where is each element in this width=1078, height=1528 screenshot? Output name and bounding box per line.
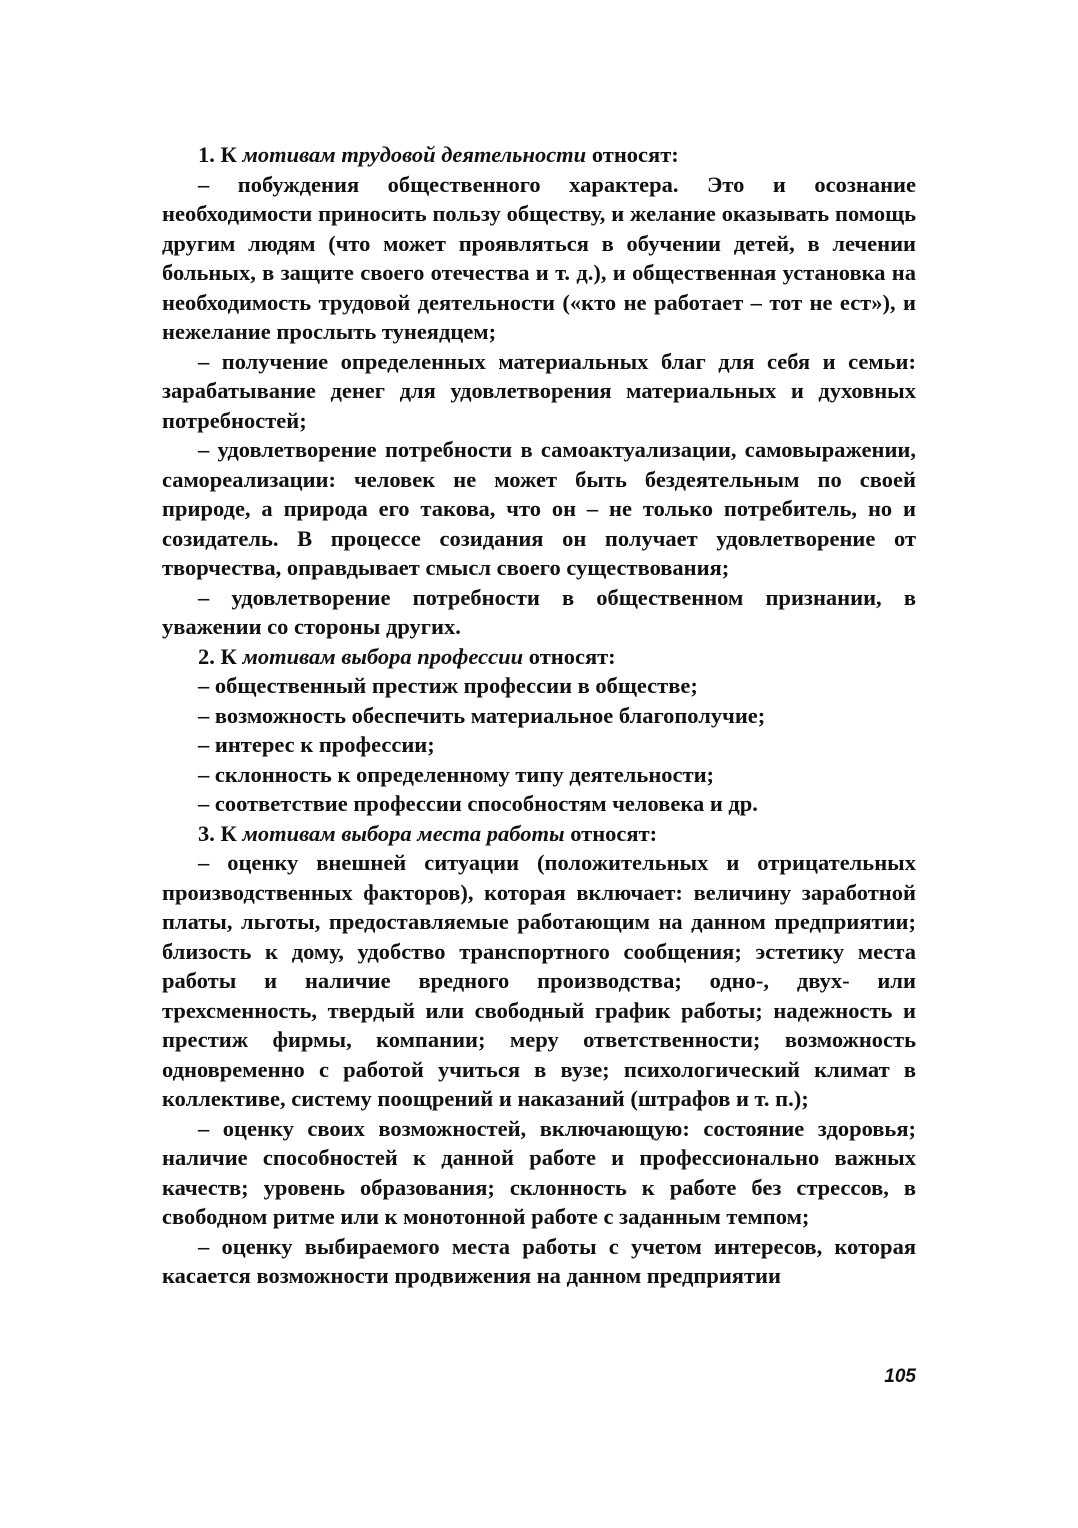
section-tail: относят: (523, 643, 616, 669)
paragraph: – удовлетворение потребности в общественном признании, в уважении со стороны других. (162, 584, 916, 639)
paragraph: – удовлетворение потребности в самоактуализации, самовыражении, самореализации: человек не может быть бездеятельным по своей природе, а природа его такова, что он – не только потребитель, но и созидатель. В процессе созидания он получает удовлетворение от творчества, оправдывает смысл своего существования; (162, 437, 916, 580)
paragraph: – интерес к профессии; (198, 732, 435, 757)
section-number: 3. К (198, 820, 243, 846)
paragraph: – склонность к определенному типу деятельности; (198, 761, 715, 787)
section-heading (162, 819, 916, 849)
paragraph: – общественный престиж профессии в обществе; (198, 673, 698, 698)
paragraph: – получение определенных материальных благ для себя и семьи: зарабатывание денег для удовлетворения материальных и духовных потребностей; (162, 348, 916, 433)
paragraph: – возможность обеспечить материальное благополучие; (198, 702, 766, 728)
section-heading (162, 642, 916, 672)
paragraph: – оценку своих возможностей, включающую: состояние здоровья; наличие способностей к данной работе и профессионально важных качеств; уровень образования; склонность к работе без стрессов, в свободном ритме или к монотонной работе с заданным темпом; (162, 1115, 916, 1229)
section-number: 1. К (198, 142, 243, 167)
page-body (162, 140, 916, 1291)
section-title: мотивам трудовой деятельности (242, 142, 587, 167)
section-number: 2. К (198, 643, 243, 669)
section-tail: относят: (564, 820, 658, 846)
paragraph: – побуждения общественного характера. Это и осознание необходимости приносить пользу обществу, и желание оказывать помощь другим людям (что может проявляться в обучении детей, в лечении больных, в защите своего отечества и т. д.), и общественная установка на необходимость трудовой деятельности («кто не работает – тот не ест»), и нежелание прослыть тунеядцем; (162, 171, 916, 344)
paragraph: – оценку внешней ситуации (положительных и отрицательных производственных факторов), которая включает: величину заработной платы, льготы, предоставляемые работающим на данном предприятии; близость к дому, удобство транспортного сообщения; эстетику места работы и наличие вредного производства; одно-, двух- или трехсменность, твердый или свободный график работы; надежность и престиж фирмы, компании; меру ответственности; возможность одновременно с работой учиться в вузе; психологический климат в коллективе, систему поощрений и наказаний (штрафов и т. п.); (162, 850, 916, 1111)
section-heading (162, 140, 916, 170)
page-number: 105 (884, 1366, 916, 1387)
paragraph: – соответствие профессии способностям человека и др. (198, 791, 758, 816)
section-title: мотивам выбора места работы (242, 820, 565, 846)
section-tail: относят: (586, 142, 679, 167)
section-title: мотивам выбора профессии (242, 643, 524, 669)
paragraph: – оценку выбираемого места работы с учетом интересов, которая касается возможности продвижения на данном предприятии (162, 1233, 916, 1288)
